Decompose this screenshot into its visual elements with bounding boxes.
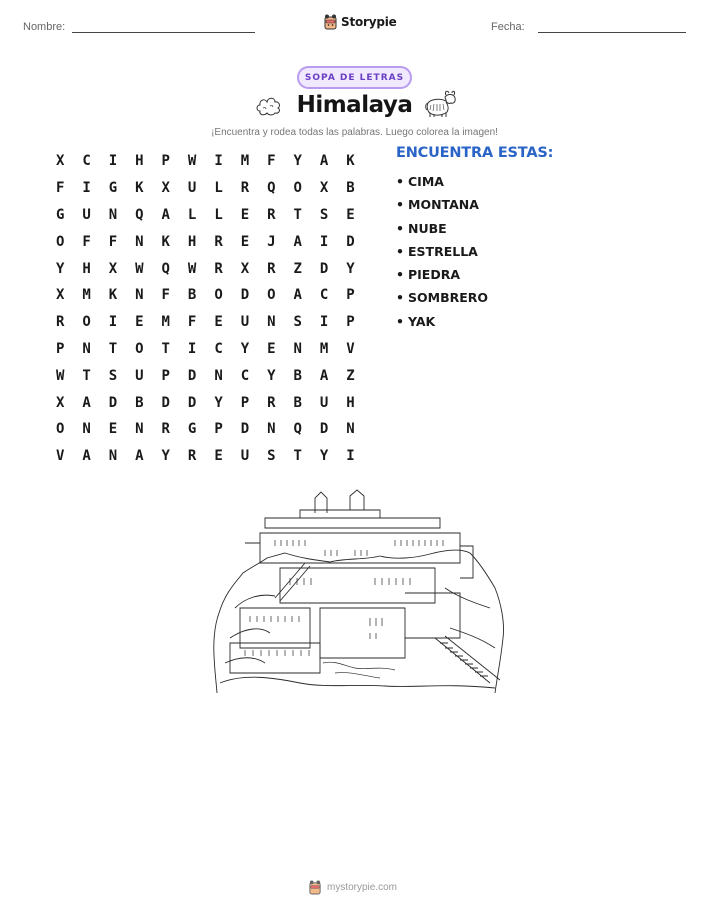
grid-letter[interactable]: P <box>346 314 355 331</box>
grid-letter[interactable]: R <box>55 314 65 331</box>
grid-letter[interactable]: R <box>214 260 223 277</box>
word-list-item <box>396 240 488 263</box>
grid-letter[interactable]: O <box>214 287 223 304</box>
grid-letter[interactable]: H <box>82 260 91 277</box>
grid-letter[interactable]: D <box>187 367 197 384</box>
grid-letter[interactable]: P <box>55 340 65 357</box>
grid-letter[interactable]: Y <box>161 448 170 465</box>
fecha-label: Fecha: <box>491 21 525 33</box>
grid-letter[interactable]: M <box>240 153 250 170</box>
grid-letter[interactable]: B <box>346 180 355 197</box>
grid-letter[interactable]: I <box>108 314 118 331</box>
word-label: NUBE <box>408 220 447 236</box>
grid-letter[interactable]: I <box>108 153 118 170</box>
instructions: ¡Encuentra y rodea todas las palabras. Luego colorea la imagen! <box>211 127 498 138</box>
grid-letter[interactable]: H <box>346 394 355 411</box>
grid-letter[interactable]: R <box>267 394 276 411</box>
grid-letter[interactable]: C <box>214 340 223 357</box>
grid-letter[interactable]: T <box>82 367 91 384</box>
grid-letter[interactable]: U <box>135 367 144 384</box>
grid-letter[interactable]: N <box>108 206 118 223</box>
grid-letter[interactable]: U <box>319 394 329 411</box>
grid-letter[interactable]: T <box>108 340 118 357</box>
grid-letter[interactable]: Y <box>214 394 223 411</box>
grid-row <box>47 228 364 255</box>
bullet: • <box>396 220 404 236</box>
yak-icon <box>424 89 458 119</box>
grid-letter[interactable]: E <box>214 448 223 465</box>
word-list-item <box>396 193 488 216</box>
grid-letter[interactable]: U <box>240 314 250 331</box>
grid-letter[interactable]: D <box>240 421 250 438</box>
bullet: • <box>396 267 404 283</box>
word-label: SOMBRERO <box>408 290 489 306</box>
grid-letter[interactable]: T <box>293 448 302 465</box>
grid-letter[interactable]: Q <box>161 260 170 277</box>
word-label: PIEDRA <box>408 267 461 283</box>
grid-letter[interactable]: A <box>293 233 302 250</box>
grid-letter[interactable]: N <box>135 233 144 250</box>
grid-letter[interactable]: B <box>187 287 197 304</box>
grid-letter[interactable]: D <box>319 421 329 438</box>
grid-letter[interactable]: T <box>161 340 170 357</box>
grid-letter[interactable]: Q <box>267 180 276 197</box>
grid-letter[interactable]: B <box>293 394 302 411</box>
word-list-item <box>396 310 488 333</box>
word-list-item <box>396 217 488 240</box>
grid-letter[interactable]: Y <box>240 340 250 357</box>
grid-letter[interactable]: P <box>161 367 170 384</box>
grid-letter[interactable]: Z <box>293 260 302 277</box>
grid-letter[interactable]: F <box>187 314 197 331</box>
grid-letter[interactable]: W <box>55 367 65 384</box>
grid-letter[interactable]: Y <box>267 367 276 384</box>
grid-letter[interactable]: V <box>346 340 355 357</box>
grid-letter[interactable]: L <box>214 180 223 197</box>
grid-letter[interactable]: N <box>267 314 276 331</box>
bullet: • <box>396 290 404 306</box>
grid-letter[interactable]: C <box>82 153 91 170</box>
storypie-logo-icon <box>308 879 322 895</box>
grid-letter[interactable]: M <box>82 287 91 304</box>
grid-letter[interactable]: G <box>108 180 118 197</box>
grid-row <box>47 175 364 202</box>
grid-letter[interactable]: F <box>55 180 65 197</box>
grid-letter[interactable]: X <box>55 287 65 304</box>
grid-letter[interactable]: O <box>135 340 144 357</box>
grid-letter[interactable]: S <box>267 448 276 465</box>
grid-letter[interactable]: B <box>293 367 302 384</box>
grid-letter[interactable]: P <box>240 394 250 411</box>
grid-letter[interactable]: D <box>319 260 329 277</box>
word-label: YAK <box>408 313 436 329</box>
grid-letter[interactable]: X <box>108 260 118 277</box>
badge-label: SOPA DE LETRAS <box>304 72 405 83</box>
grid-letter[interactable]: U <box>82 206 91 223</box>
grid-letter[interactable]: D <box>187 394 197 411</box>
grid-letter[interactable]: R <box>267 206 276 223</box>
grid-letter[interactable]: O <box>55 233 65 250</box>
fecha-field-line <box>538 32 686 33</box>
grid-letter[interactable]: E <box>135 314 144 331</box>
grid-letter[interactable]: E <box>108 421 118 438</box>
grid-row <box>47 416 364 443</box>
grid-letter[interactable]: O <box>293 180 302 197</box>
grid-letter[interactable]: I <box>82 180 91 197</box>
grid-letter[interactable]: Y <box>346 260 355 277</box>
grid-letter[interactable]: N <box>82 340 91 357</box>
grid-letter[interactable]: D <box>108 394 118 411</box>
grid-letter[interactable]: N <box>267 421 276 438</box>
grid-letter[interactable]: O <box>82 314 91 331</box>
grid-letter[interactable]: A <box>319 153 329 170</box>
grid-letter[interactable]: Y <box>319 448 329 465</box>
palace-illustration <box>205 488 507 698</box>
grid-letter[interactable]: W <box>187 260 197 277</box>
grid-letter[interactable]: W <box>187 153 197 170</box>
grid-letter[interactable]: I <box>319 233 329 250</box>
nombre-label: Nombre: <box>23 21 66 33</box>
grid-letter[interactable]: A <box>293 287 302 304</box>
grid-letter[interactable]: A <box>82 394 91 411</box>
grid-letter[interactable]: R <box>161 421 170 438</box>
storypie-logo-icon <box>323 13 338 30</box>
grid-letter[interactable]: G <box>187 421 197 438</box>
word-label: CIMA <box>408 174 444 189</box>
grid-letter[interactable]: F <box>161 287 170 304</box>
grid-letter[interactable]: P <box>161 153 170 170</box>
grid-row <box>47 309 364 336</box>
grid-letter[interactable]: H <box>187 233 197 250</box>
grid-letter[interactable]: C <box>240 367 250 384</box>
grid-letter[interactable]: F <box>267 153 276 170</box>
grid-letter[interactable]: U <box>187 180 197 197</box>
grid-letter[interactable]: Q <box>293 421 302 438</box>
grid-letter[interactable]: A <box>82 448 91 465</box>
grid-letter[interactable]: S <box>319 206 329 223</box>
grid-letter[interactable]: K <box>108 287 118 304</box>
grid-letter[interactable]: Y <box>293 153 302 170</box>
grid-letter[interactable]: N <box>293 340 302 357</box>
grid-letter[interactable]: X <box>240 260 250 277</box>
word-list-title: ENCUENTRA ESTAS: <box>396 145 554 161</box>
brand-name: Storypie <box>341 14 397 29</box>
grid-letter[interactable]: W <box>135 260 144 277</box>
grid-row <box>47 282 364 309</box>
grid-letter[interactable]: J <box>267 233 276 250</box>
bullet: • <box>396 313 404 329</box>
grid-row <box>47 148 364 175</box>
page-title: Himalaya <box>296 92 413 118</box>
grid-letter[interactable]: M <box>319 340 329 357</box>
grid-letter[interactable]: F <box>108 233 118 250</box>
grid-letter[interactable]: N <box>108 448 118 465</box>
grid-row <box>47 255 364 282</box>
grid-letter[interactable]: E <box>214 314 223 331</box>
grid-letter[interactable]: D <box>346 233 355 250</box>
grid-letter[interactable]: O <box>55 421 65 438</box>
grid-letter[interactable]: D <box>240 287 250 304</box>
grid-letter[interactable]: I <box>214 153 223 170</box>
grid-letter[interactable]: R <box>240 180 250 197</box>
grid-letter[interactable]: L <box>214 206 223 223</box>
grid-letter[interactable]: N <box>135 421 144 438</box>
grid-letter[interactable]: K <box>161 233 170 250</box>
grid-letter[interactable]: K <box>135 180 144 197</box>
brand-logo <box>323 13 397 30</box>
grid-letter[interactable]: O <box>267 287 276 304</box>
grid-letter[interactable]: D <box>161 394 170 411</box>
grid-letter[interactable]: E <box>240 233 250 250</box>
grid-letter[interactable]: Q <box>135 206 144 223</box>
activity-badge <box>297 66 412 89</box>
grid-letter[interactable]: X <box>161 180 170 197</box>
grid-letter[interactable]: A <box>135 448 144 465</box>
grid-letter[interactable]: U <box>240 448 250 465</box>
grid-row <box>47 443 364 470</box>
grid-letter[interactable]: E <box>346 206 355 223</box>
grid-letter[interactable]: Y <box>55 260 65 277</box>
grid-letter[interactable]: E <box>267 340 276 357</box>
grid-letter[interactable]: S <box>293 314 302 331</box>
grid-letter[interactable]: E <box>240 206 250 223</box>
word-label: ESTRELLA <box>408 243 478 259</box>
grid-row <box>47 389 364 416</box>
grid-letter[interactable]: M <box>161 314 170 331</box>
word-list-item <box>396 286 488 309</box>
word-list <box>396 170 488 333</box>
grid-row <box>47 362 364 389</box>
grid-letter[interactable]: X <box>55 394 65 411</box>
grid-letter[interactable]: L <box>187 206 197 223</box>
word-list-item <box>396 263 488 286</box>
grid-letter[interactable]: S <box>108 367 118 384</box>
grid-letter[interactable]: N <box>346 421 355 438</box>
grid-letter[interactable]: I <box>346 448 355 465</box>
bullet: • <box>396 197 404 213</box>
grid-letter[interactable]: G <box>55 206 65 223</box>
grid-letter[interactable]: I <box>319 314 329 331</box>
grid-letter[interactable]: P <box>214 421 223 438</box>
grid-letter[interactable]: B <box>135 394 144 411</box>
grid-letter[interactable]: A <box>161 206 170 223</box>
grid-letter[interactable]: Z <box>346 367 355 384</box>
footer <box>308 879 397 895</box>
grid-letter[interactable]: N <box>214 367 223 384</box>
grid-letter[interactable]: H <box>135 153 144 170</box>
grid-letter[interactable]: V <box>55 448 65 465</box>
grid-letter[interactable]: R <box>267 260 276 277</box>
grid-letter[interactable]: X <box>319 180 329 197</box>
bullet: • <box>396 174 404 189</box>
grid-letter[interactable]: A <box>319 367 329 384</box>
grid-letter[interactable]: P <box>346 287 355 304</box>
word-list-item <box>396 170 488 193</box>
grid-letter[interactable]: N <box>82 421 91 438</box>
grid-letter[interactable]: F <box>82 233 91 250</box>
bullet: • <box>396 243 404 259</box>
word-label: MONTANA <box>408 197 479 213</box>
grid-letter[interactable]: C <box>319 287 329 304</box>
grid-letter[interactable]: K <box>346 153 355 170</box>
grid-row <box>47 336 364 363</box>
word-search-grid <box>47 148 364 470</box>
grid-letter[interactable]: I <box>187 340 197 357</box>
grid-row <box>47 202 364 229</box>
grid-letter[interactable]: N <box>135 287 144 304</box>
grid-letter[interactable]: X <box>55 153 65 170</box>
grid-letter[interactable]: T <box>293 206 302 223</box>
grid-letter[interactable]: R <box>214 233 223 250</box>
grid-letter[interactable]: R <box>187 448 197 465</box>
footer-url[interactable]: mystorypie.com <box>327 881 398 893</box>
nombre-field-line <box>72 32 255 33</box>
